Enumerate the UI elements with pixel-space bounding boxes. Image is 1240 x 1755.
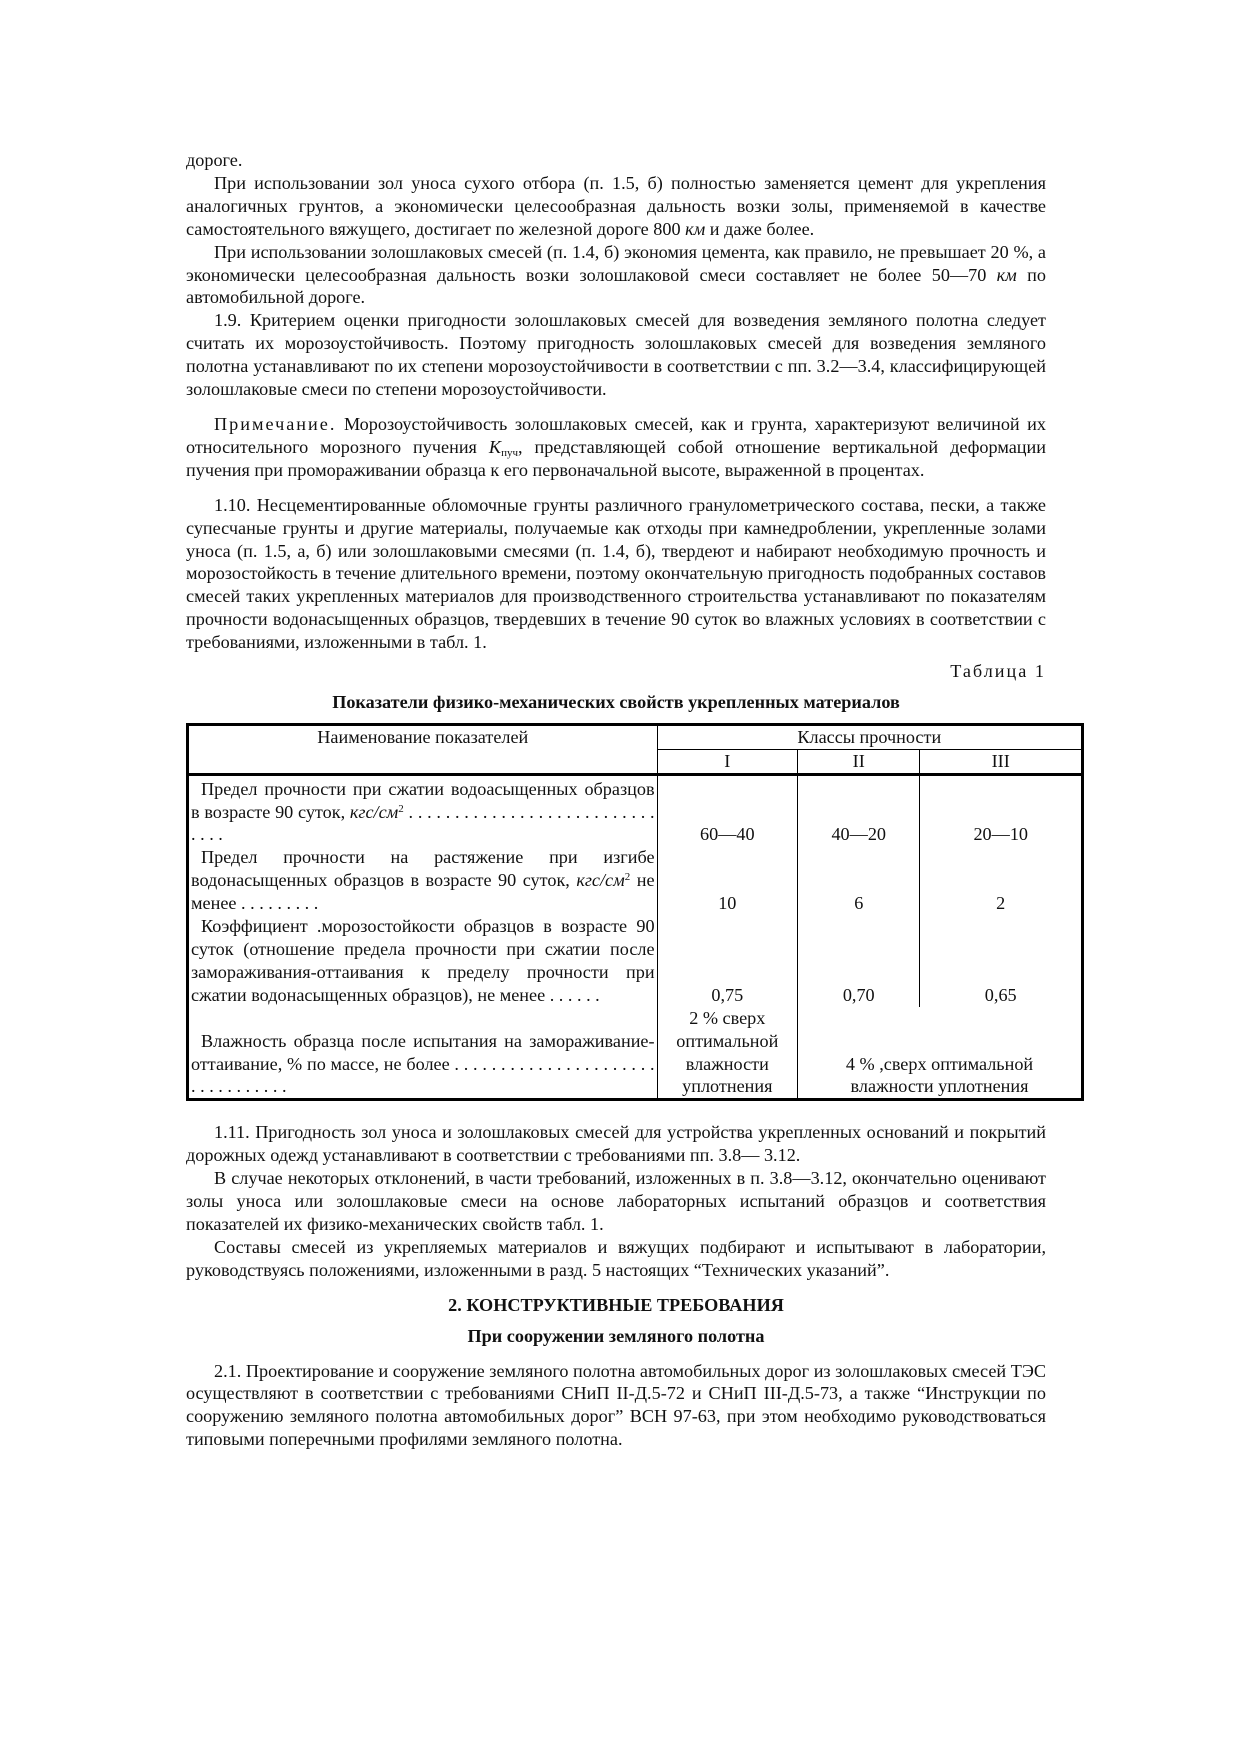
cell-value: 2: [920, 846, 1083, 915]
cell-value: 2 % сверх оптимальной влажности уплотнения: [657, 1007, 797, 1100]
paragraph-fly-ash: При использовании зол уноса сухого отбора (п. 1.5, б) полностью заменяется цемент для укрепления аналогичных грунтов, а экономически целесообразная дальность возки золы, применяемой в качестве самостоятельного вяжущего, достигает по железной дороге 800 км и даже более.: [186, 172, 1046, 239]
cell-value-merged: 4 % ,сверх оптимальной влажности уплотнения: [798, 1007, 1083, 1100]
subsection-heading: При сооружении земляного полотна: [467, 1325, 765, 1346]
properties-table: [186, 723, 1084, 1102]
paragraph-continuation: дороге.: [186, 150, 243, 170]
cell-value: 6: [798, 846, 920, 915]
header-name: Наименование показателей: [188, 724, 658, 774]
class-3: III: [920, 749, 1083, 774]
paragraph-2-1: 2.1. Проектирование и сооружение земляного полотна автомобильных дорог из золошлаковых смесей ТЭС осуществляют в соответствии с требованиями СНиП II-Д.5-72 и СНиП III-Д.5-73, а также “Инструкции по сооружению земляного полотна автомобильных дорог” ВСН 97-63, при этом необходимо руководствоваться типовыми поперечными профилями земляного полотна.: [186, 1360, 1046, 1450]
cell-value: 10: [657, 846, 797, 915]
class-2: II: [798, 749, 920, 774]
section-heading: 2. КОНСТРУКТИВНЫЕ ТРЕБОВАНИЯ: [448, 1294, 784, 1315]
paragraph-compositions: Составы смесей из укрепляемых материалов и вяжущих подбирают и испытывают в лаборатории, руководствуясь положениями, изложенными в разд. 5 настоящих “Технических указаний”.: [186, 1236, 1046, 1280]
paragraph-1-9: 1.9. Критерием оценки пригодности золошлаковых смесей для возведения земляного полотна следует считать их морозоустойчивость. Поэтому пригодность золошлаковых смесей для возведения земляного полотна устанавливают по их степени морозоустойчивости в соответствии с пп. 3.2—3.4, классифицирующей золошлаковые смеси по степени морозоустойчивости.: [186, 310, 1046, 400]
note-paragraph: Примечание. Морозоустойчивость золошлаковых смесей, как и грунта, характеризуют величиной их относительного морозного пучения $K_{пуч}$, представляющей собой отношение вертикальной деформации пучения при промораживании образца к его первоначальной высоте, выраженной в процентах.: [186, 413, 1047, 480]
paragraph-1-10: 1.10. Несцементированные обломочные грунты различного гранулометрического состава, пески, а также супесчаные грунты и другие материалы, получаемые как отходы при камнедроблении, укрепленные золами уноса (п. 1.5, а, б) или золошлаковыми смесями (п. 1.4, б), твердеют и набирают необходимую прочность и морозостойкость в течение длительного времени, поэтому окончательную пригодность подобранных составов смесей таких укрепленных материалов для производственного строительства устанавливают по показателям прочности водонасыщенных образцов, твердевших в течение 90 суток во влажных условиях в соответствии с требованиями, изложенными в табл. 1.: [186, 494, 1046, 653]
paragraph-ash-slag: При использовании золошлаковых смесей (п. 1.4, б) экономия цемента, как правило, не превышает 20 %, а экономически целесообразная дальность возки золошлаковой смеси составляет не более 50—70 км по автомобильной дороге.: [186, 241, 1046, 308]
document-page: [186, 149, 1046, 1451]
table-title: Показатели физико-механических свойств укрепленных материалов: [332, 691, 900, 712]
table-row: [188, 774, 1083, 846]
cell-value: 60—40: [657, 774, 797, 846]
cell-value: 40—20: [798, 774, 920, 846]
note-label: Примечание.: [214, 413, 337, 434]
paragraph-deviations: В случае некоторых отклонений, в части требований, изложенных в п. 3.8—3.12, окончательно оценивают золы уноса или золошлаковые смеси на основе лабораторных испытаний образцов и соответствия показателей их физико-механических свойств табл. 1.: [186, 1168, 1046, 1234]
row-name: Коэффициент .морозостойкости образцов в возрасте 90 суток (отношение предела прочности при сжатии после замораживания-оттаивания к пределу прочности при сжатии водонасыщенных образцов), не менее . . . . . .: [188, 915, 658, 1007]
paragraph-1-11: 1.11. Пригодность зол уноса и золошлаковых смесей для устройства укрепленных оснований и покрытий дорожных одежд устанавливают в соответствии с требованиями пп. 3.8— 3.12.: [186, 1122, 1046, 1166]
class-1: I: [657, 749, 797, 774]
header-classes: Классы прочности: [657, 724, 1082, 749]
cell-value: 20—10: [920, 774, 1083, 846]
cell-value: 0,70: [798, 915, 920, 1007]
table-number: Таблица 1: [950, 661, 1046, 682]
table-header-row: [188, 724, 1083, 749]
row-name: Предел прочности при сжатии водоасыщенных образцов в возрасте 90 суток, кгс/$см^2$ . . . . . . . . . . . . . . . . . . . . . . . . . . . . . . .: [188, 774, 658, 846]
row-name: Влажность образца после испытания на замораживание-оттаивание, % по массе, не более . . . . . . . . . . . . . . . . . . . . . . . . . . . . . . . . .: [188, 1007, 658, 1100]
row-name: Предел прочности на растяжение при изгибе водонасыщенных образцов в возрасте 90 суток, кгс/$см^2$ не менее . . . . . . . . .: [188, 846, 658, 915]
table-row: [188, 846, 1083, 915]
table-row: [188, 915, 1083, 1007]
table-row: [188, 1007, 1083, 1100]
cell-value: 0,65: [920, 915, 1083, 1007]
cell-value: 0,75: [657, 915, 797, 1007]
